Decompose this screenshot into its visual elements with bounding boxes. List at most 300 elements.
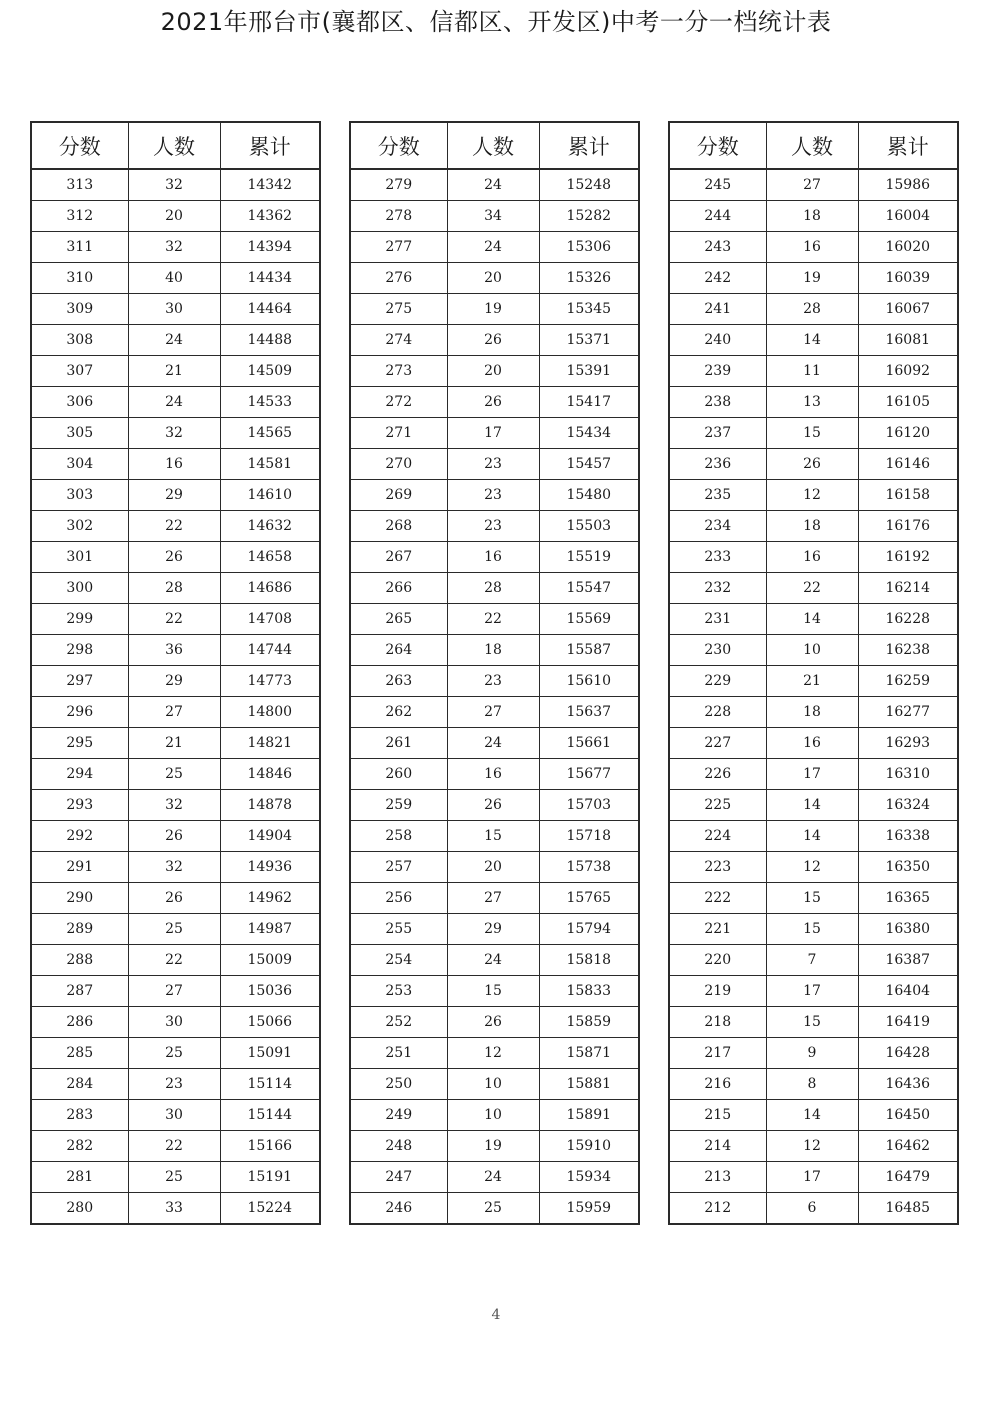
cell-score: 224 xyxy=(669,821,766,852)
cell-cumulative: 15326 xyxy=(539,263,639,294)
cell-count: 36 xyxy=(128,635,220,666)
table-row xyxy=(350,542,639,573)
cell-count: 22 xyxy=(128,511,220,542)
cell-count: 13 xyxy=(766,387,858,418)
cell-cumulative: 14632 xyxy=(220,511,320,542)
cell-score: 313 xyxy=(31,169,128,201)
cell-count: 26 xyxy=(766,449,858,480)
cell-cumulative: 16324 xyxy=(858,790,958,821)
cell-score: 223 xyxy=(669,852,766,883)
table-row xyxy=(31,1007,320,1038)
cell-cumulative: 16067 xyxy=(858,294,958,325)
cell-count: 28 xyxy=(128,573,220,604)
cell-count: 20 xyxy=(447,852,539,883)
cell-cumulative: 15066 xyxy=(220,1007,320,1038)
header-score: 分数 xyxy=(31,122,128,169)
cell-score: 257 xyxy=(350,852,447,883)
cell-score: 241 xyxy=(669,294,766,325)
cell-score: 236 xyxy=(669,449,766,480)
table-row xyxy=(31,883,320,914)
cell-count: 14 xyxy=(766,1100,858,1131)
cell-cumulative: 16081 xyxy=(858,325,958,356)
cell-cumulative: 16404 xyxy=(858,976,958,1007)
cell-count: 32 xyxy=(128,418,220,449)
table-row xyxy=(350,1131,639,1162)
table-row xyxy=(31,1100,320,1131)
cell-cumulative: 16365 xyxy=(858,883,958,914)
cell-score: 220 xyxy=(669,945,766,976)
cell-cumulative: 16380 xyxy=(858,914,958,945)
cell-cumulative: 16387 xyxy=(858,945,958,976)
cell-score: 259 xyxy=(350,790,447,821)
cell-count: 16 xyxy=(447,542,539,573)
cell-score: 305 xyxy=(31,418,128,449)
cell-count: 33 xyxy=(128,1193,220,1225)
cell-score: 232 xyxy=(669,573,766,604)
cell-count: 32 xyxy=(128,790,220,821)
cell-score: 292 xyxy=(31,821,128,852)
table-row xyxy=(350,945,639,976)
cell-cumulative: 15282 xyxy=(539,201,639,232)
cell-cumulative: 14878 xyxy=(220,790,320,821)
cell-cumulative: 15765 xyxy=(539,883,639,914)
cell-score: 218 xyxy=(669,1007,766,1038)
cell-score: 280 xyxy=(31,1193,128,1225)
table-row xyxy=(350,1069,639,1100)
cell-score: 248 xyxy=(350,1131,447,1162)
cell-score: 304 xyxy=(31,449,128,480)
cell-count: 18 xyxy=(447,635,539,666)
cell-count: 16 xyxy=(766,232,858,263)
cell-cumulative: 14846 xyxy=(220,759,320,790)
cell-cumulative: 14565 xyxy=(220,418,320,449)
cell-cumulative: 14342 xyxy=(220,169,320,201)
cell-score: 216 xyxy=(669,1069,766,1100)
cell-score: 288 xyxy=(31,945,128,976)
table-row xyxy=(31,1069,320,1100)
table-row xyxy=(669,604,958,635)
score-table-3 xyxy=(668,121,959,1225)
table-row xyxy=(31,852,320,883)
cell-score: 274 xyxy=(350,325,447,356)
cell-count: 26 xyxy=(447,387,539,418)
table-row xyxy=(31,232,320,263)
cell-score: 295 xyxy=(31,728,128,759)
cell-score: 290 xyxy=(31,883,128,914)
cell-score: 284 xyxy=(31,1069,128,1100)
table-row xyxy=(669,1162,958,1193)
table-row xyxy=(669,914,958,945)
cell-cumulative: 15881 xyxy=(539,1069,639,1100)
cell-cumulative: 16419 xyxy=(858,1007,958,1038)
cell-cumulative: 15036 xyxy=(220,976,320,1007)
cell-count: 32 xyxy=(128,169,220,201)
cell-count: 14 xyxy=(766,790,858,821)
cell-count: 29 xyxy=(128,666,220,697)
cell-count: 10 xyxy=(766,635,858,666)
cell-score: 294 xyxy=(31,759,128,790)
table-row xyxy=(669,852,958,883)
cell-count: 17 xyxy=(766,976,858,1007)
table-row xyxy=(669,697,958,728)
cell-count: 22 xyxy=(128,1131,220,1162)
table-row xyxy=(31,728,320,759)
table-row xyxy=(669,573,958,604)
cell-count: 14 xyxy=(766,325,858,356)
cell-score: 308 xyxy=(31,325,128,356)
cell-cumulative: 15503 xyxy=(539,511,639,542)
table-row xyxy=(669,387,958,418)
cell-count: 26 xyxy=(128,542,220,573)
cell-score: 245 xyxy=(669,169,766,201)
cell-cumulative: 16146 xyxy=(858,449,958,480)
table-row xyxy=(31,480,320,511)
cell-count: 29 xyxy=(447,914,539,945)
cell-count: 23 xyxy=(447,511,539,542)
cell-count: 14 xyxy=(766,821,858,852)
cell-score: 226 xyxy=(669,759,766,790)
page-number: 4 xyxy=(491,1307,501,1323)
cell-count: 28 xyxy=(447,573,539,604)
cell-score: 212 xyxy=(669,1193,766,1225)
table-row xyxy=(350,1100,639,1131)
cell-score: 281 xyxy=(31,1162,128,1193)
table-row xyxy=(31,356,320,387)
table-row xyxy=(31,325,320,356)
cell-score: 240 xyxy=(669,325,766,356)
cell-count: 17 xyxy=(447,418,539,449)
cell-cumulative: 14362 xyxy=(220,201,320,232)
cell-count: 12 xyxy=(766,1131,858,1162)
cell-cumulative: 14610 xyxy=(220,480,320,511)
cell-count: 24 xyxy=(447,169,539,201)
table-row xyxy=(669,759,958,790)
table-row xyxy=(669,1193,958,1225)
cell-count: 15 xyxy=(766,1007,858,1038)
table-row xyxy=(31,573,320,604)
cell-score: 311 xyxy=(31,232,128,263)
cell-cumulative: 15738 xyxy=(539,852,639,883)
cell-score: 252 xyxy=(350,1007,447,1038)
cell-cumulative: 15818 xyxy=(539,945,639,976)
cell-cumulative: 15306 xyxy=(539,232,639,263)
table-row xyxy=(669,1131,958,1162)
cell-count: 18 xyxy=(766,697,858,728)
cell-cumulative: 16277 xyxy=(858,697,958,728)
table-row xyxy=(31,1038,320,1069)
cell-cumulative: 15934 xyxy=(539,1162,639,1193)
cell-count: 40 xyxy=(128,263,220,294)
cell-score: 301 xyxy=(31,542,128,573)
cell-cumulative: 16479 xyxy=(858,1162,958,1193)
cell-count: 15 xyxy=(447,976,539,1007)
cell-count: 21 xyxy=(766,666,858,697)
cell-score: 298 xyxy=(31,635,128,666)
cell-cumulative: 14773 xyxy=(220,666,320,697)
cell-cumulative: 16158 xyxy=(858,480,958,511)
table-row xyxy=(669,1100,958,1131)
cell-cumulative: 16092 xyxy=(858,356,958,387)
cell-count: 18 xyxy=(766,201,858,232)
cell-count: 15 xyxy=(766,883,858,914)
table-row xyxy=(350,511,639,542)
cell-score: 263 xyxy=(350,666,447,697)
header-cumulative: 累计 xyxy=(858,122,958,169)
cell-cumulative: 16176 xyxy=(858,511,958,542)
cell-score: 217 xyxy=(669,1038,766,1069)
table-row xyxy=(350,728,639,759)
table-header-row xyxy=(31,122,320,169)
cell-count: 25 xyxy=(128,1038,220,1069)
cell-count: 12 xyxy=(766,852,858,883)
cell-cumulative: 15677 xyxy=(539,759,639,790)
table-row xyxy=(669,666,958,697)
cell-count: 23 xyxy=(447,480,539,511)
header-score: 分数 xyxy=(350,122,447,169)
cell-cumulative: 15910 xyxy=(539,1131,639,1162)
cell-score: 275 xyxy=(350,294,447,325)
cell-score: 262 xyxy=(350,697,447,728)
cell-count: 29 xyxy=(128,480,220,511)
cell-score: 215 xyxy=(669,1100,766,1131)
cell-cumulative: 16192 xyxy=(858,542,958,573)
cell-score: 253 xyxy=(350,976,447,1007)
table-row xyxy=(31,976,320,1007)
cell-count: 19 xyxy=(447,294,539,325)
table-row xyxy=(350,666,639,697)
table-row xyxy=(31,201,320,232)
cell-score: 270 xyxy=(350,449,447,480)
cell-cumulative: 15248 xyxy=(539,169,639,201)
cell-count: 22 xyxy=(128,604,220,635)
table-row xyxy=(669,263,958,294)
table-row xyxy=(669,480,958,511)
table-row xyxy=(31,697,320,728)
cell-cumulative: 15391 xyxy=(539,356,639,387)
table-row xyxy=(669,542,958,573)
cell-cumulative: 14987 xyxy=(220,914,320,945)
table-row xyxy=(350,449,639,480)
table-row xyxy=(350,1038,639,1069)
cell-score: 300 xyxy=(31,573,128,604)
cell-count: 24 xyxy=(128,325,220,356)
cell-count: 6 xyxy=(766,1193,858,1225)
cell-score: 282 xyxy=(31,1131,128,1162)
cell-cumulative: 15986 xyxy=(858,169,958,201)
cell-count: 10 xyxy=(447,1069,539,1100)
cell-cumulative: 14936 xyxy=(220,852,320,883)
table-row xyxy=(31,635,320,666)
cell-count: 9 xyxy=(766,1038,858,1069)
table-row xyxy=(350,790,639,821)
cell-score: 228 xyxy=(669,697,766,728)
cell-cumulative: 16039 xyxy=(858,263,958,294)
table-row xyxy=(31,263,320,294)
table-row xyxy=(669,728,958,759)
cell-cumulative: 16105 xyxy=(858,387,958,418)
cell-score: 283 xyxy=(31,1100,128,1131)
cell-cumulative: 15587 xyxy=(539,635,639,666)
cell-score: 289 xyxy=(31,914,128,945)
cell-count: 16 xyxy=(766,542,858,573)
cell-cumulative: 15610 xyxy=(539,666,639,697)
cell-score: 243 xyxy=(669,232,766,263)
header-score: 分数 xyxy=(669,122,766,169)
cell-cumulative: 14821 xyxy=(220,728,320,759)
cell-cumulative: 14488 xyxy=(220,325,320,356)
cell-cumulative: 14658 xyxy=(220,542,320,573)
cell-count: 24 xyxy=(128,387,220,418)
cell-score: 231 xyxy=(669,604,766,635)
cell-cumulative: 16214 xyxy=(858,573,958,604)
cell-score: 258 xyxy=(350,821,447,852)
table-row xyxy=(669,976,958,1007)
cell-cumulative: 16120 xyxy=(858,418,958,449)
cell-cumulative: 15703 xyxy=(539,790,639,821)
cell-cumulative: 15718 xyxy=(539,821,639,852)
table-row xyxy=(350,759,639,790)
cell-cumulative: 15345 xyxy=(539,294,639,325)
cell-count: 26 xyxy=(128,883,220,914)
cell-score: 230 xyxy=(669,635,766,666)
cell-count: 26 xyxy=(128,821,220,852)
cell-count: 24 xyxy=(447,232,539,263)
cell-cumulative: 15434 xyxy=(539,418,639,449)
header-cumulative: 累计 xyxy=(220,122,320,169)
table-row xyxy=(31,914,320,945)
table-row xyxy=(350,821,639,852)
cell-count: 21 xyxy=(128,356,220,387)
table-row xyxy=(350,480,639,511)
cell-score: 276 xyxy=(350,263,447,294)
table-row xyxy=(350,914,639,945)
table-row xyxy=(669,1069,958,1100)
cell-score: 307 xyxy=(31,356,128,387)
cell-count: 27 xyxy=(447,697,539,728)
header-count: 人数 xyxy=(766,122,858,169)
cell-cumulative: 16238 xyxy=(858,635,958,666)
cell-count: 15 xyxy=(766,914,858,945)
cell-cumulative: 15871 xyxy=(539,1038,639,1069)
cell-cumulative: 14744 xyxy=(220,635,320,666)
cell-count: 19 xyxy=(766,263,858,294)
cell-cumulative: 15569 xyxy=(539,604,639,635)
cell-count: 7 xyxy=(766,945,858,976)
cell-count: 14 xyxy=(766,604,858,635)
table-row xyxy=(669,883,958,914)
cell-score: 265 xyxy=(350,604,447,635)
score-table-2 xyxy=(349,121,640,1225)
table-row xyxy=(350,169,639,201)
cell-score: 267 xyxy=(350,542,447,573)
cell-score: 310 xyxy=(31,263,128,294)
cell-count: 28 xyxy=(766,294,858,325)
cell-count: 19 xyxy=(447,1131,539,1162)
table-row xyxy=(31,790,320,821)
cell-count: 26 xyxy=(447,790,539,821)
table-row xyxy=(350,697,639,728)
cell-score: 242 xyxy=(669,263,766,294)
cell-cumulative: 16259 xyxy=(858,666,958,697)
cell-score: 222 xyxy=(669,883,766,914)
table-row xyxy=(31,821,320,852)
cell-count: 34 xyxy=(447,201,539,232)
table-row xyxy=(350,387,639,418)
table-row xyxy=(350,883,639,914)
cell-score: 266 xyxy=(350,573,447,604)
table-row xyxy=(669,449,958,480)
cell-count: 27 xyxy=(128,697,220,728)
cell-cumulative: 16293 xyxy=(858,728,958,759)
cell-cumulative: 14708 xyxy=(220,604,320,635)
table-row xyxy=(669,1007,958,1038)
table-row xyxy=(350,635,639,666)
cell-cumulative: 15833 xyxy=(539,976,639,1007)
table-row xyxy=(350,201,639,232)
cell-score: 250 xyxy=(350,1069,447,1100)
cell-cumulative: 16338 xyxy=(858,821,958,852)
table-row xyxy=(31,666,320,697)
table-row xyxy=(31,604,320,635)
cell-cumulative: 14686 xyxy=(220,573,320,604)
cell-count: 23 xyxy=(447,449,539,480)
cell-count: 16 xyxy=(766,728,858,759)
cell-score: 214 xyxy=(669,1131,766,1162)
table-row xyxy=(31,169,320,201)
cell-score: 296 xyxy=(31,697,128,728)
cell-count: 17 xyxy=(766,759,858,790)
cell-cumulative: 16450 xyxy=(858,1100,958,1131)
cell-cumulative: 15166 xyxy=(220,1131,320,1162)
cell-count: 17 xyxy=(766,1162,858,1193)
cell-cumulative: 14581 xyxy=(220,449,320,480)
table-row xyxy=(31,945,320,976)
header-count: 人数 xyxy=(447,122,539,169)
cell-score: 264 xyxy=(350,635,447,666)
cell-cumulative: 16436 xyxy=(858,1069,958,1100)
table-row xyxy=(350,573,639,604)
cell-count: 21 xyxy=(128,728,220,759)
cell-cumulative: 16462 xyxy=(858,1131,958,1162)
cell-count: 22 xyxy=(447,604,539,635)
cell-count: 32 xyxy=(128,232,220,263)
cell-cumulative: 15009 xyxy=(220,945,320,976)
table-row xyxy=(350,325,639,356)
table-row xyxy=(350,294,639,325)
cell-count: 15 xyxy=(766,418,858,449)
table-row xyxy=(350,604,639,635)
table-row xyxy=(350,1162,639,1193)
cell-cumulative: 14509 xyxy=(220,356,320,387)
table-row xyxy=(31,418,320,449)
cell-count: 27 xyxy=(447,883,539,914)
table-header-row xyxy=(669,122,958,169)
cell-count: 24 xyxy=(447,728,539,759)
cell-count: 12 xyxy=(447,1038,539,1069)
table-row xyxy=(31,511,320,542)
table-row xyxy=(31,294,320,325)
cell-cumulative: 14533 xyxy=(220,387,320,418)
cell-score: 269 xyxy=(350,480,447,511)
cell-count: 30 xyxy=(128,1100,220,1131)
cell-score: 254 xyxy=(350,945,447,976)
cell-score: 277 xyxy=(350,232,447,263)
cell-score: 246 xyxy=(350,1193,447,1225)
cell-cumulative: 16004 xyxy=(858,201,958,232)
cell-score: 286 xyxy=(31,1007,128,1038)
cell-cumulative: 15519 xyxy=(539,542,639,573)
cell-count: 11 xyxy=(766,356,858,387)
